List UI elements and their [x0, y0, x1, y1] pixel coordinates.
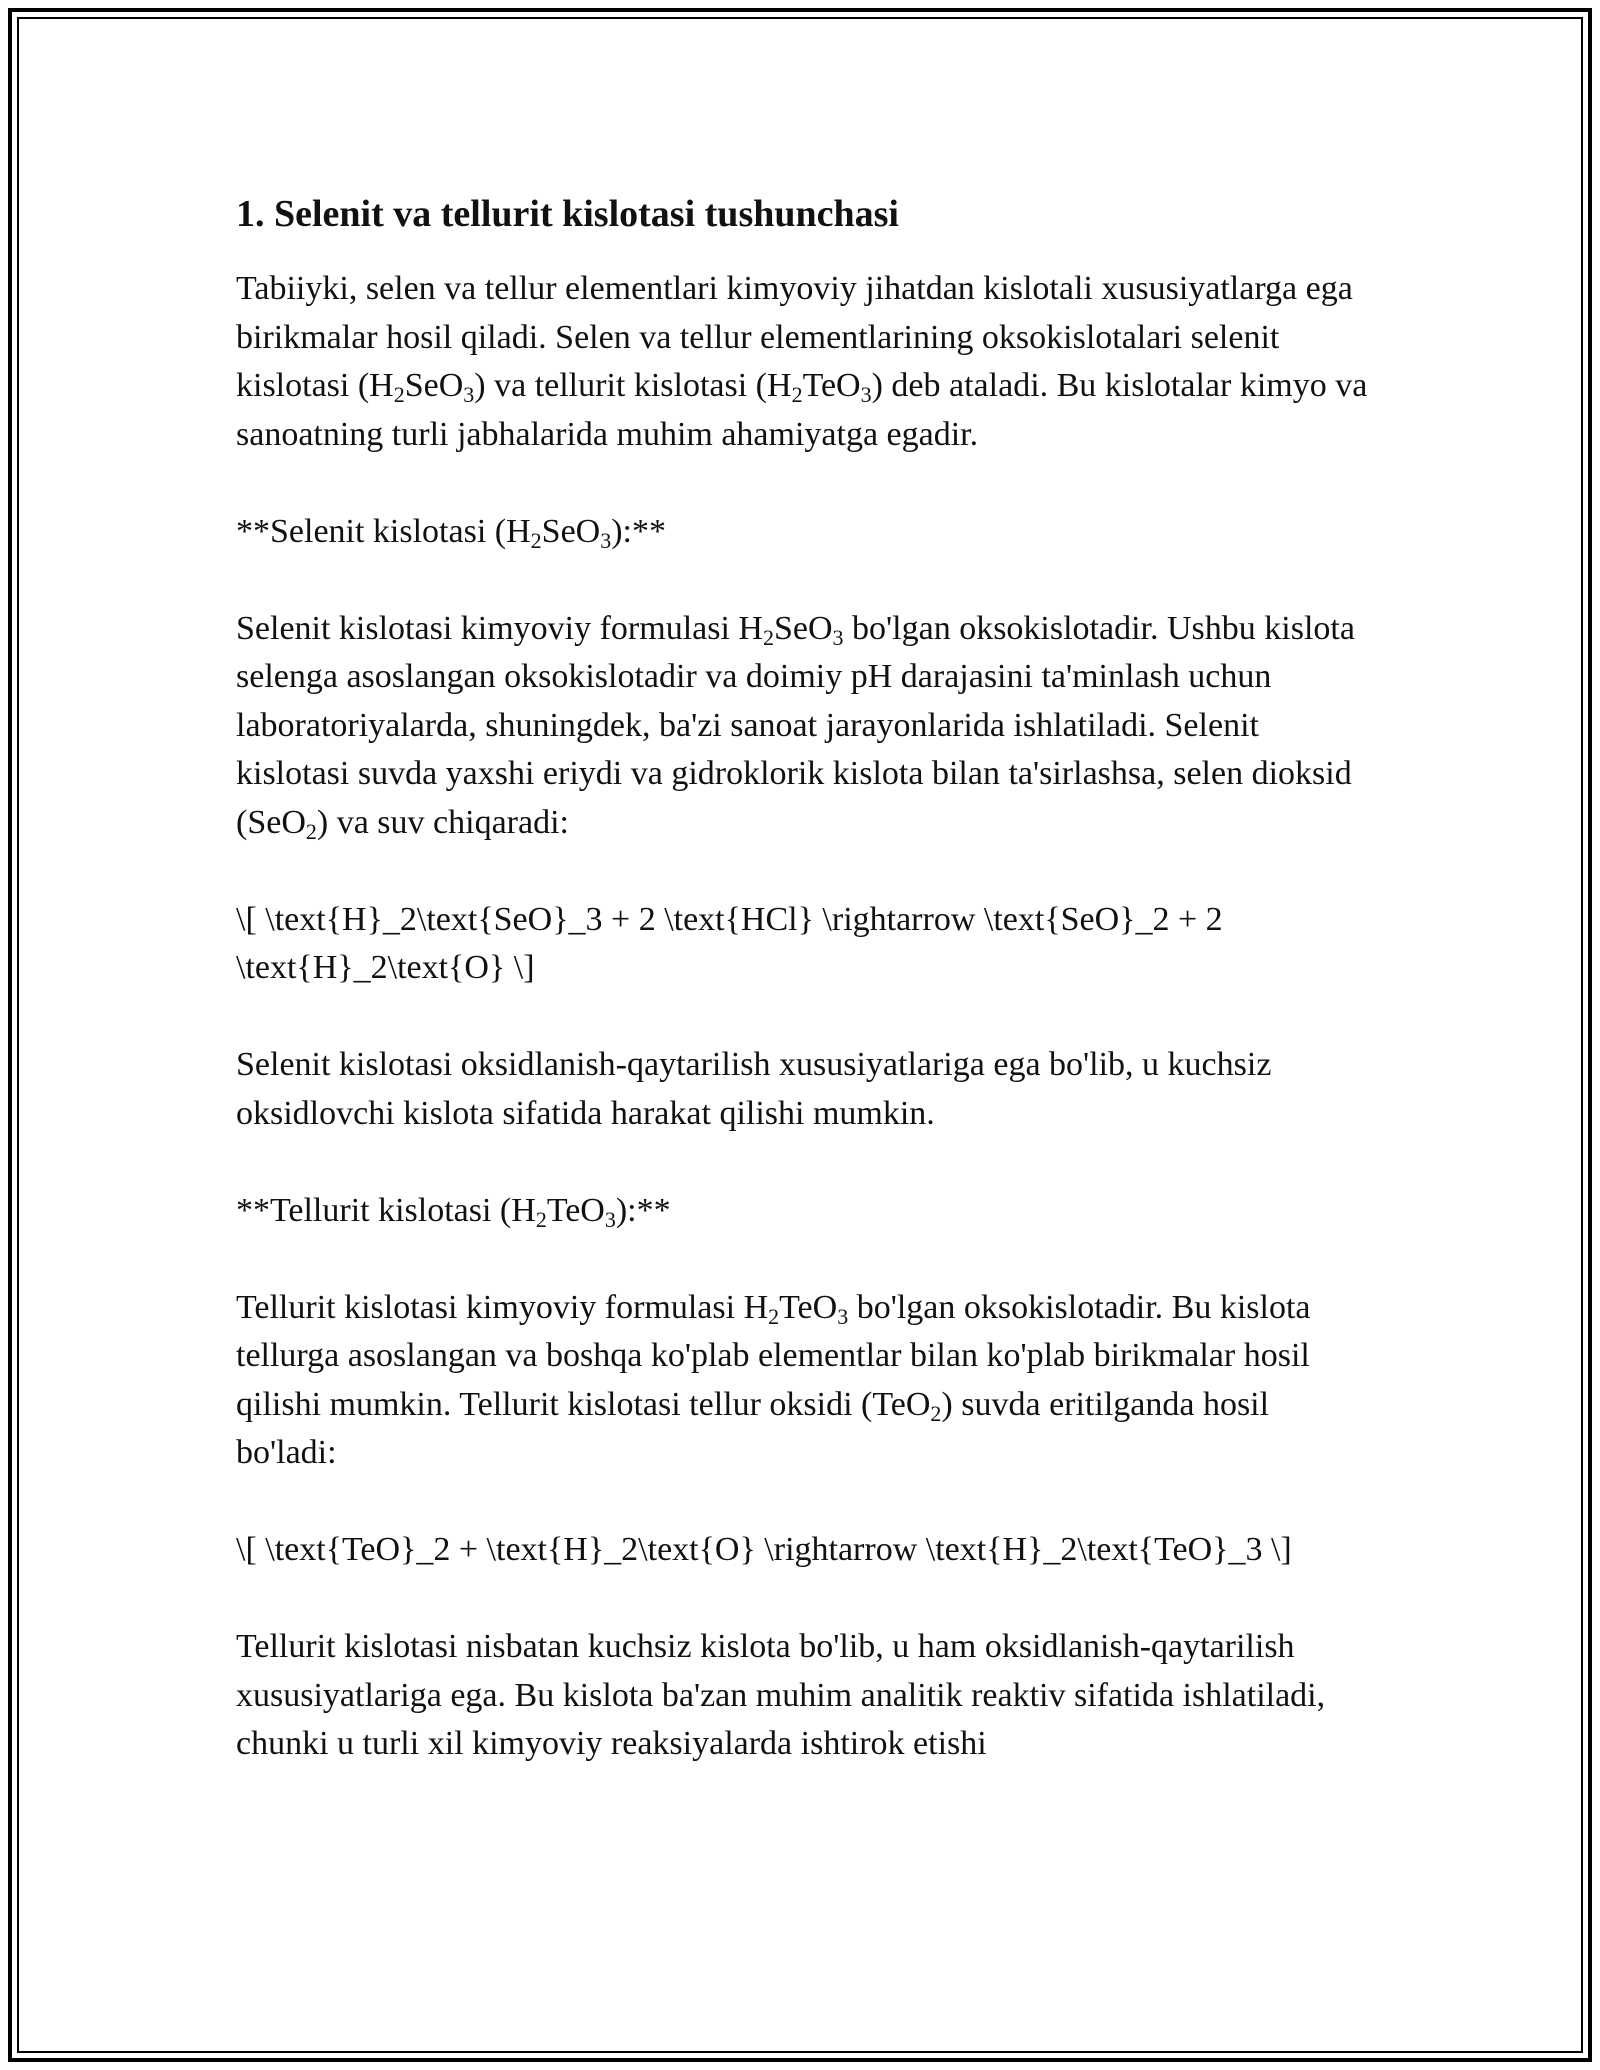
tellurit-note: Tellurit kislotasi nisbatan kuchsiz kislota bo'lib, u ham oksidlanish-qaytarilish xususiyatlariga ega. Bu kislota ba'zan muhim analitik reaktiv sifatida ishlatiladi, chunki u turli xil kimyoviy reaksiyalarda ishtirok etishi	[236, 1628, 1326, 1762]
selenit-equation: \[ \text{H}_2\text{SeO}_3 + 2 \text{HCl} \rightarrow \text{SeO}_2 + 2 \text{H}_2\text{O} \]	[236, 900, 1223, 986]
document-body	[236, 185, 1376, 1817]
tellurit-equation: \[ \text{TeO}_2 + \text{H}_2\text{O} \rightarrow \text{H}_2\text{TeO}_3 \]	[236, 1531, 1292, 1568]
intro-paragraph: Tabiiyki, selen va tellur elementlari kimyoviy jihatdan kislotali xususiyatlarga ega birikmalar hosil qiladi. Selen va tellur elementlarining oksokislotalari selenit kislotasi $(H_2SeO_3)$ va tellurit kislotasi $(H_2TeO_3)$ deb ataladi. Bu kislotalar kimyo va sanoatning turli jabhalarida muhim ahamiyatga egadir.	[236, 270, 1368, 453]
tellurit-subheading: **Tellurit kislotasi $(H_2TeO_3):**$	[236, 1191, 671, 1232]
tellurit-paragraph: Tellurit kislotasi kimyoviy formulasi $H_2TeO_3$ bo'lgan oksokislotadir. Bu kislota tellurga asoslangan va boshqa ko'plab elementlar bilan ko'plab birikmalar hosil qilishi mumkin. Tellurit kislotasi tellur oksidi (TeO$_2$) suvda eritilganda hosil bo'ladi:	[236, 1288, 1311, 1471]
selenit-paragraph: Selenit kislotasi kimyoviy formulasi $H_2SeO_3$ bo'lgan oksokislotadir. Ushbu kislota selenga asoslangan oksokislotadir va doimiy pH darajasini ta'minlash uchun laboratoriyalarda, shuningdek, ba'zi sanoat jarayonlarida ishlatiladi. Selenit kislotasi suvda yaxshi eriydi va gidroklorik kislota bilan ta'sirlashsa, selen dioksid (SeO$_2$) va suv chiqaradi:	[236, 609, 1355, 844]
selenit-subheading: **Selenit kislotasi $(H_2SeO_3):**$	[236, 512, 666, 553]
selenit-note: Selenit kislotasi oksidlanish-qaytarilish xususiyatlariga ega bo'lib, u kuchsiz oksidlovchi kislota sifatida harakat qilishi mumkin.	[236, 1046, 1272, 1132]
section-heading: 1. Selenit va tellurit kislotasi tushunchasi	[236, 193, 899, 235]
